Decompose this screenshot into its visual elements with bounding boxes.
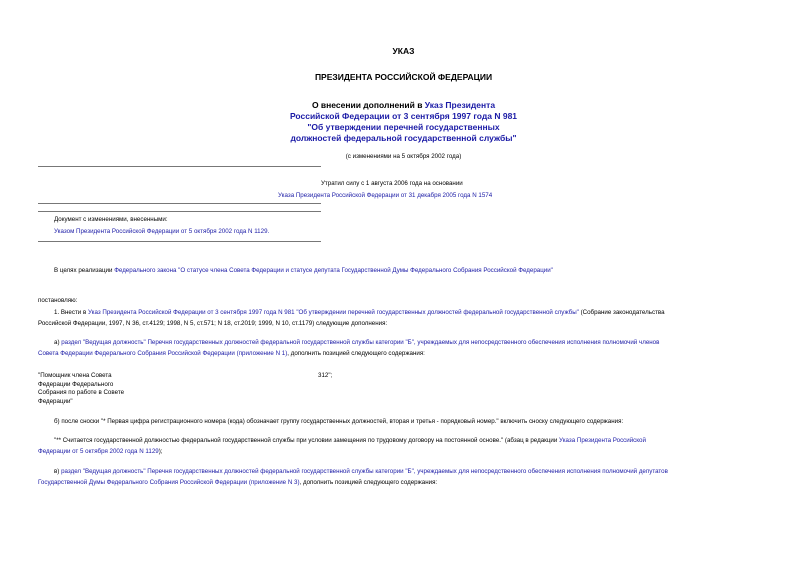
- item-a-plain-tail: , дополнить позицией следующего содержания:: [287, 350, 425, 357]
- item-1-line2: Российской Федерации, 1997, N 36, ст.4129; 1998, N 5, ст.571; N 18, ст.2019; 1999, N 10, ст.1179) следующие дополнения:: [38, 320, 388, 327]
- doc-title: [0, 100, 807, 144]
- basis-link[interactable]: Указа Президента Российской Федерации от 31 декабря 2005 года N 1574: [278, 192, 493, 199]
- divider: [38, 203, 321, 204]
- position-line: Федерации": [38, 397, 73, 405]
- footnote-end: );: [158, 448, 163, 455]
- footnote-line2: [38, 448, 162, 456]
- item-1-plain: 1. Внести в: [54, 309, 88, 316]
- footnote-plain: "** Считается государственной должностью федеральной государственной службы при условии замещения по трудовому договору на постоянной основе." (абзац в редакции: [54, 437, 560, 444]
- item-a-line1: [54, 339, 659, 347]
- item-a-link-line1[interactable]: раздел "Ведущая должность" Перечня государственных должностей федеральной государственной службы категории "Б", учреждаемых для непосредственного обеспечения исполнения полномочий членов: [61, 339, 660, 346]
- footnote-link-line2[interactable]: Федерации от 5 октября 2002 года N 1129: [38, 448, 159, 455]
- item-v-plain-tail: , дополнить позицией следующего содержания:: [299, 479, 438, 486]
- changes-label: Документ с изменениями, внесенными:: [54, 216, 168, 223]
- position-line: "Помощник члена Совета: [38, 372, 112, 379]
- title-link-line4[interactable]: должностей федеральной государственной службы": [290, 133, 517, 143]
- divider: [38, 166, 321, 167]
- title-plain: О внесении дополнений в: [311, 100, 425, 110]
- doc-type-heading: УКАЗ: [392, 46, 415, 56]
- issuer-heading: ПРЕЗИДЕНТА РОССИЙСКОЙ ФЕДЕРАЦИИ: [314, 72, 493, 82]
- item-v-link-line2[interactable]: Государственной Думы Федерального Собрания Российской Федерации (приложение N 3): [38, 479, 300, 486]
- item-a-link-line2[interactable]: Совета Федерации Федерального Собрания Российской Федерации (приложение N 1): [38, 350, 288, 357]
- footnote-link-line1[interactable]: Указа Президента Российской: [559, 437, 646, 444]
- item-1-plain-tail: (Собрание законодательства: [578, 309, 665, 316]
- item-v-link-line1[interactable]: раздел "Ведущая должность" Перечня государственных должностей федеральной государственной службы категории "Б", учреждаемых для непосредственного обеспечения исполнения полномочий депутатов: [61, 468, 668, 475]
- footnote-line1: [54, 437, 646, 445]
- lost-force-text: Утратил силу с 1 августа 2006 года на основании: [321, 180, 463, 187]
- item-v-line2: [38, 479, 437, 487]
- preamble: [54, 267, 553, 275]
- decree-981-link[interactable]: Указ Президента Российской Федерации от 3 сентября 1997 года N 981 "Об утверждении перечней государственных должностей федеральной государственной службы": [87, 309, 579, 316]
- divider: [38, 241, 321, 242]
- amendment-note: (с изменениями на 5 октября 2002 года): [345, 153, 462, 160]
- title-link-line1[interactable]: Указ Президента: [424, 100, 496, 110]
- item-v-plain: в): [54, 468, 62, 475]
- title-link-line2[interactable]: Российской Федерации от 3 сентября 1997 года N 981: [289, 111, 518, 121]
- postanovlyayu: постановляю:: [38, 297, 78, 304]
- item-a-line2: [38, 350, 425, 358]
- position-line: Собрания по работе в Совете: [38, 389, 125, 396]
- changes-link[interactable]: Указом Президента Российской Федерации от 5 октября 2002 года N 1129.: [54, 228, 270, 235]
- position-name: [38, 372, 124, 406]
- title-link-line3[interactable]: "Об утверждении перечней государственных: [307, 122, 500, 132]
- position-line: Федерации Федерального: [38, 380, 114, 388]
- preamble-plain: В целях реализации: [54, 267, 115, 274]
- item-1-line1: [54, 309, 665, 317]
- item-a-plain: а): [54, 339, 62, 346]
- position-code: 312";: [318, 372, 333, 379]
- item-b: б) после сноски "* Первая цифра регистрационного номера (кода) обозначает группу государственных должностей, вторая и третья - порядковый номер." включить сноску следующего содержания:: [54, 418, 624, 425]
- divider: [38, 211, 321, 212]
- item-v-line1: [54, 468, 668, 476]
- federal-law-link[interactable]: Федерального закона "О статусе члена Совета Федерации и статусе депутата Государственной Думы Федерального Собрания Российской Федерации": [114, 267, 553, 274]
